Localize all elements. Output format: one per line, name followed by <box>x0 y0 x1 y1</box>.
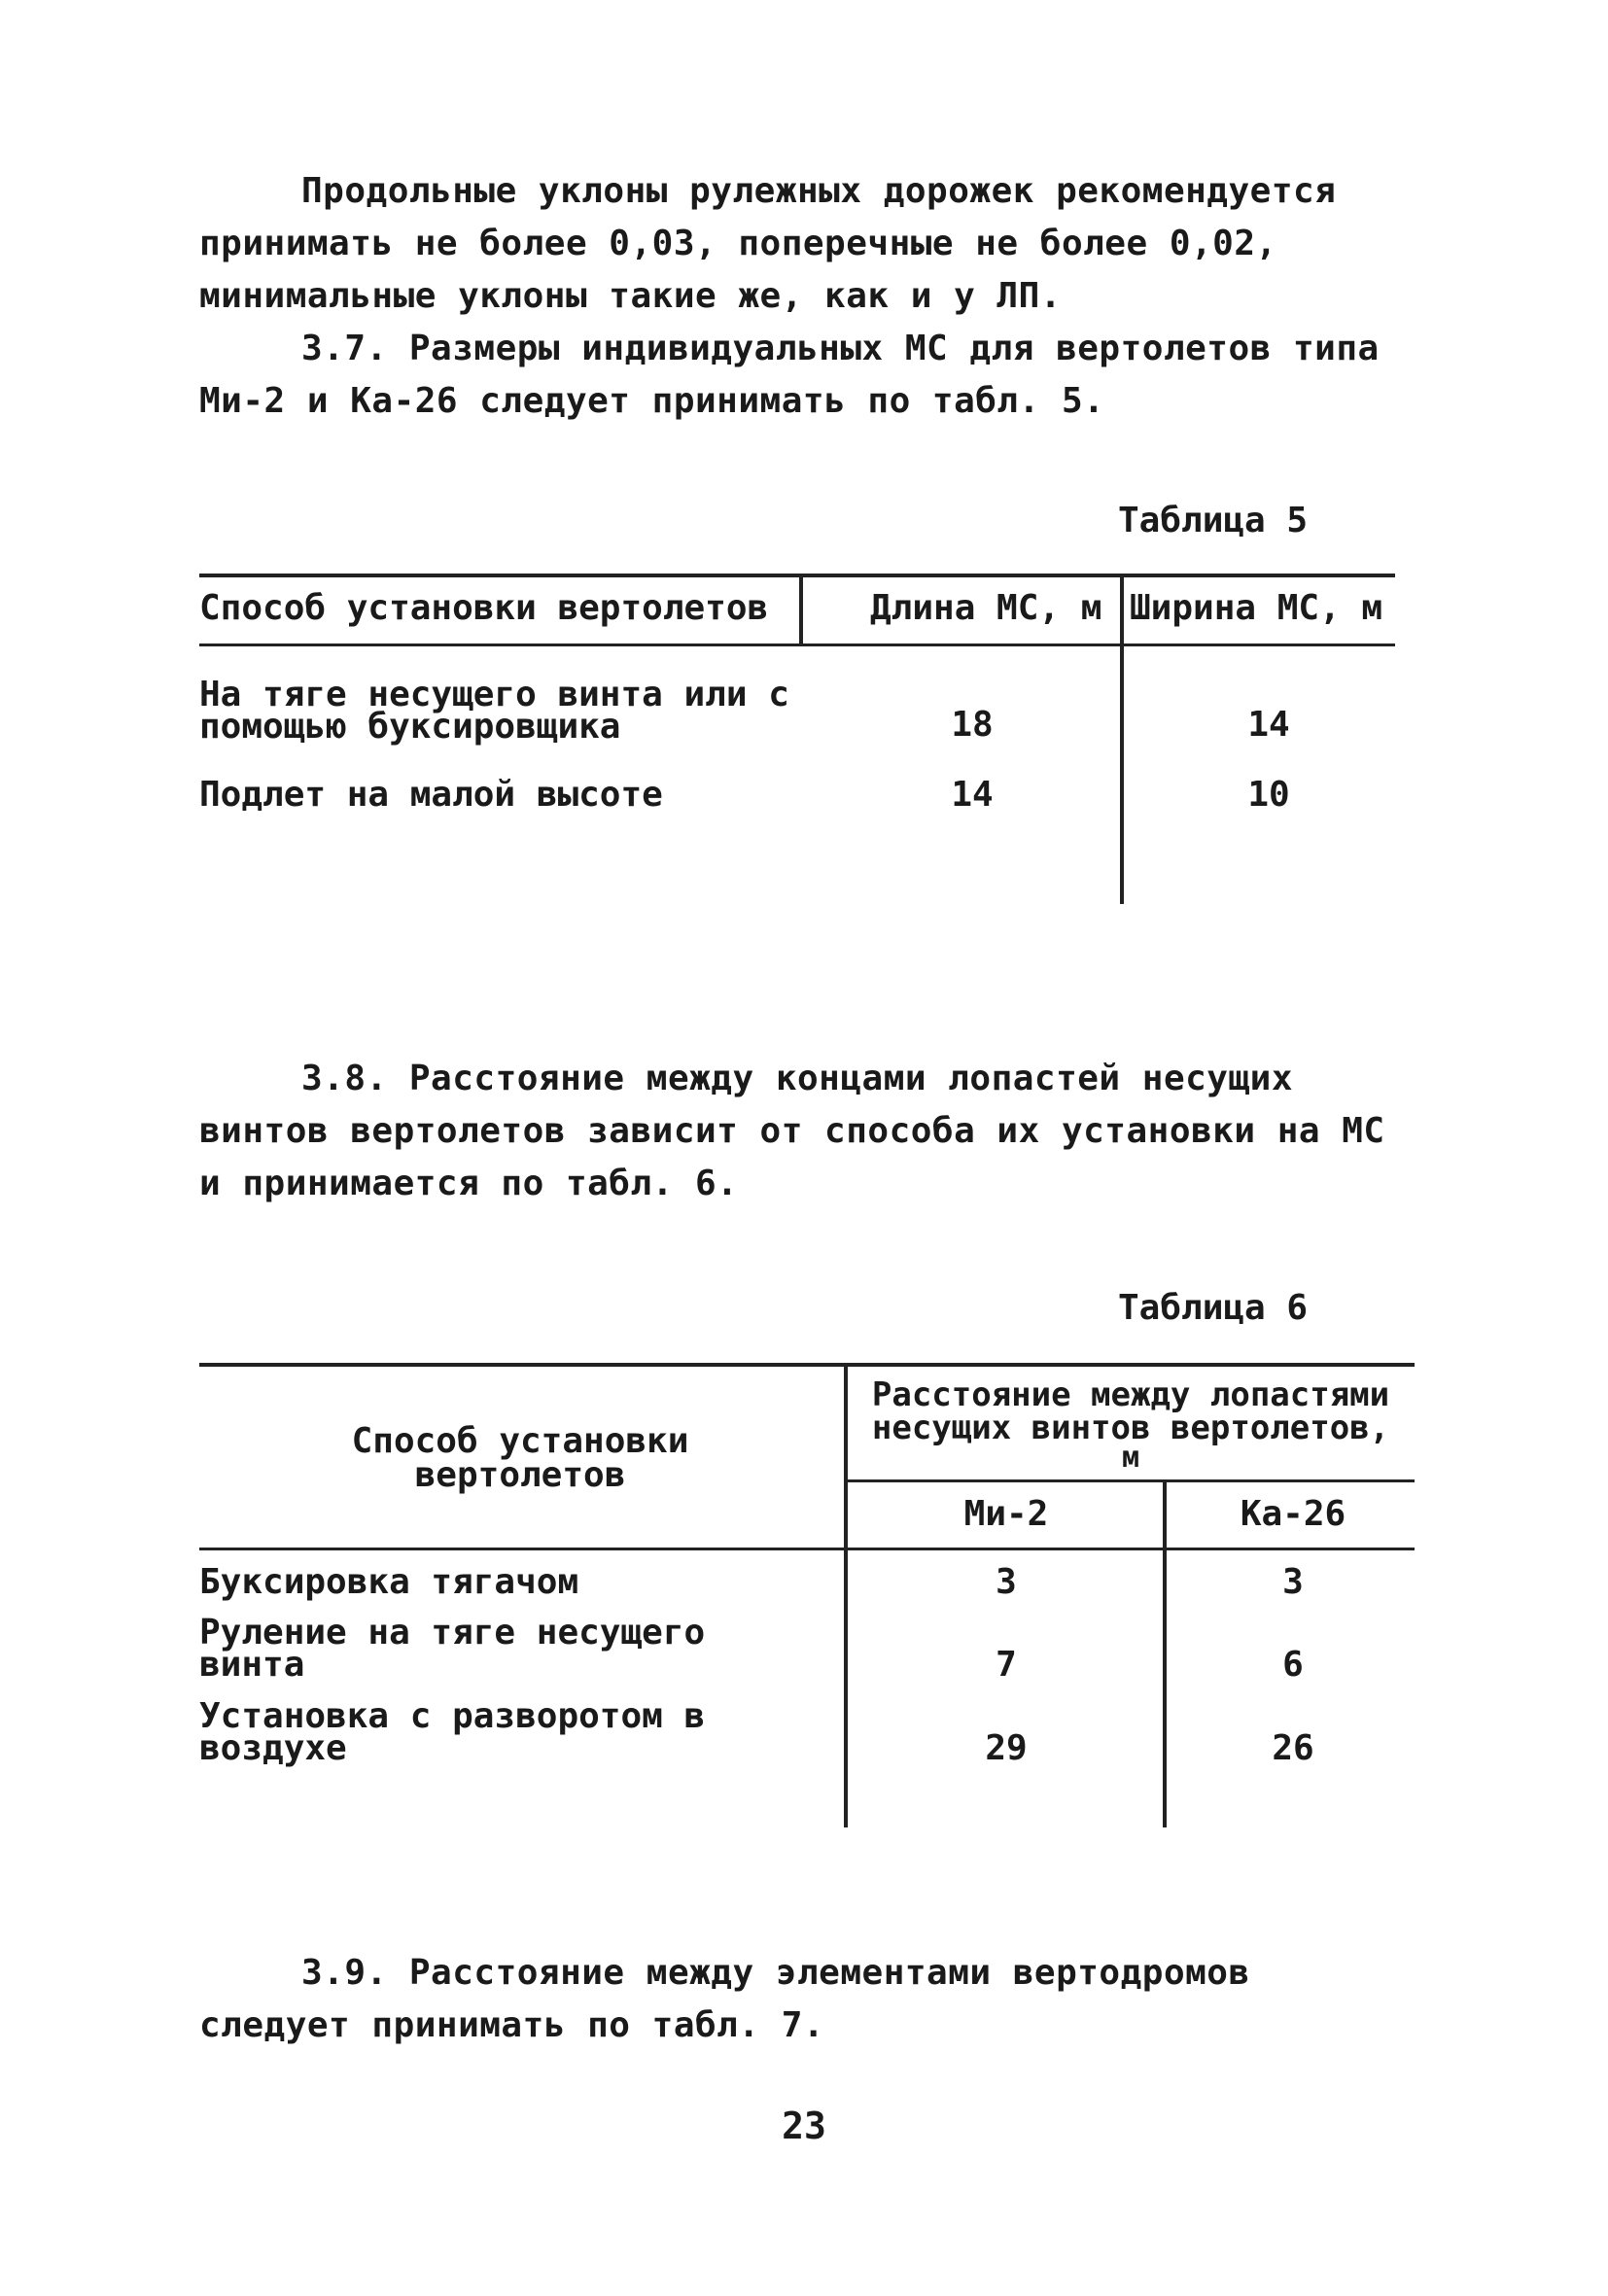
table5-header-width: Ширина МС, м <box>1130 588 1383 628</box>
paragraph-3-8: 3.8. Расстояние между концами лопастей несущих винтов вертолетов зависит от способа их установки на МС и принимается по табл. 6. <box>199 1059 1385 1203</box>
table5-caption: Таблица 5 <box>1118 501 1309 540</box>
table6-col-divider-2 <box>1163 1481 1167 1827</box>
table5-row1-method-line2: помощью буксировщика <box>199 707 621 747</box>
table6-header-method-line1: Способ установки <box>351 1421 689 1461</box>
table6-row2-method-line2: винта <box>199 1645 305 1685</box>
table6-row2-method-line1: Руление на тяге несущего <box>199 1613 706 1652</box>
table6-row2-ka26: 6 <box>1282 1645 1304 1685</box>
table5-row2-method-line1: Подлет на малой высоте <box>199 775 663 815</box>
page-number: 23 <box>782 2105 826 2147</box>
table6-caption: Таблица 6 <box>1118 1288 1309 1328</box>
table6-subheader-ka26: Ка-26 <box>1240 1494 1346 1534</box>
table6-header-group-line1: Расстояние между лопастями <box>871 1375 1390 1414</box>
table5-header-rule <box>199 644 1395 646</box>
table6-header-group-line2: несущих винтов вертолетов, <box>871 1409 1390 1447</box>
table5-row2-width: 10 <box>1247 775 1290 815</box>
table5-row1-length: 18 <box>951 705 994 745</box>
table5-col-divider-1 <box>799 574 803 645</box>
table5-header-length: Длина МС, м <box>870 588 1102 628</box>
table6-row1-method-line1: Буксировка тягачом <box>199 1562 579 1602</box>
table6-header-method-line2: вертолетов <box>414 1455 626 1495</box>
table5-row1-width: 14 <box>1247 705 1290 745</box>
table5-header-method: Способ установки вертолетов <box>199 588 769 628</box>
table6-row1-ka26: 3 <box>1282 1562 1304 1602</box>
table6-row3-method-line1: Установка с разворотом в <box>199 1696 706 1736</box>
table6-row1-mi2: 3 <box>996 1562 1017 1602</box>
table6-row3-ka26: 26 <box>1272 1728 1314 1768</box>
table6-subheader-mi2: Ми-2 <box>963 1494 1049 1534</box>
table5-row2-length: 14 <box>951 775 994 815</box>
paragraph-3-9: 3.9. Расстояние между элементами вертодромов следует принимать по табл. 7. <box>199 1953 1250 2045</box>
table6-header-rule <box>199 1548 1415 1550</box>
table6-header-group-line3: м <box>1121 1441 1140 1475</box>
table6-top-rule <box>199 1363 1415 1367</box>
table6-group-rule <box>846 1479 1415 1482</box>
paragraph-slopes: Продольные уклоны рулежных дорожек рекомендуется принимать не более 0,03, поперечные не более 0,02, минимальные уклоны такие же, как и у ЛП. <box>199 171 1337 316</box>
table5-top-rule <box>199 574 1395 577</box>
table6-col-divider-1 <box>844 1363 848 1827</box>
table6-row3-mi2: 29 <box>985 1728 1028 1768</box>
table5-row1-method-line1: На тяге несущего винта или с <box>199 675 789 714</box>
paragraph-3-7: 3.7. Размеры индивидуальных МС для вертолетов типа Ми-2 и Ка-26 следует принимать по табл. 5. <box>199 329 1380 421</box>
table6-row3-method-line2: воздухе <box>199 1728 347 1768</box>
table6-row2-mi2: 7 <box>996 1645 1017 1685</box>
table5-col-divider-2 <box>1120 574 1124 904</box>
